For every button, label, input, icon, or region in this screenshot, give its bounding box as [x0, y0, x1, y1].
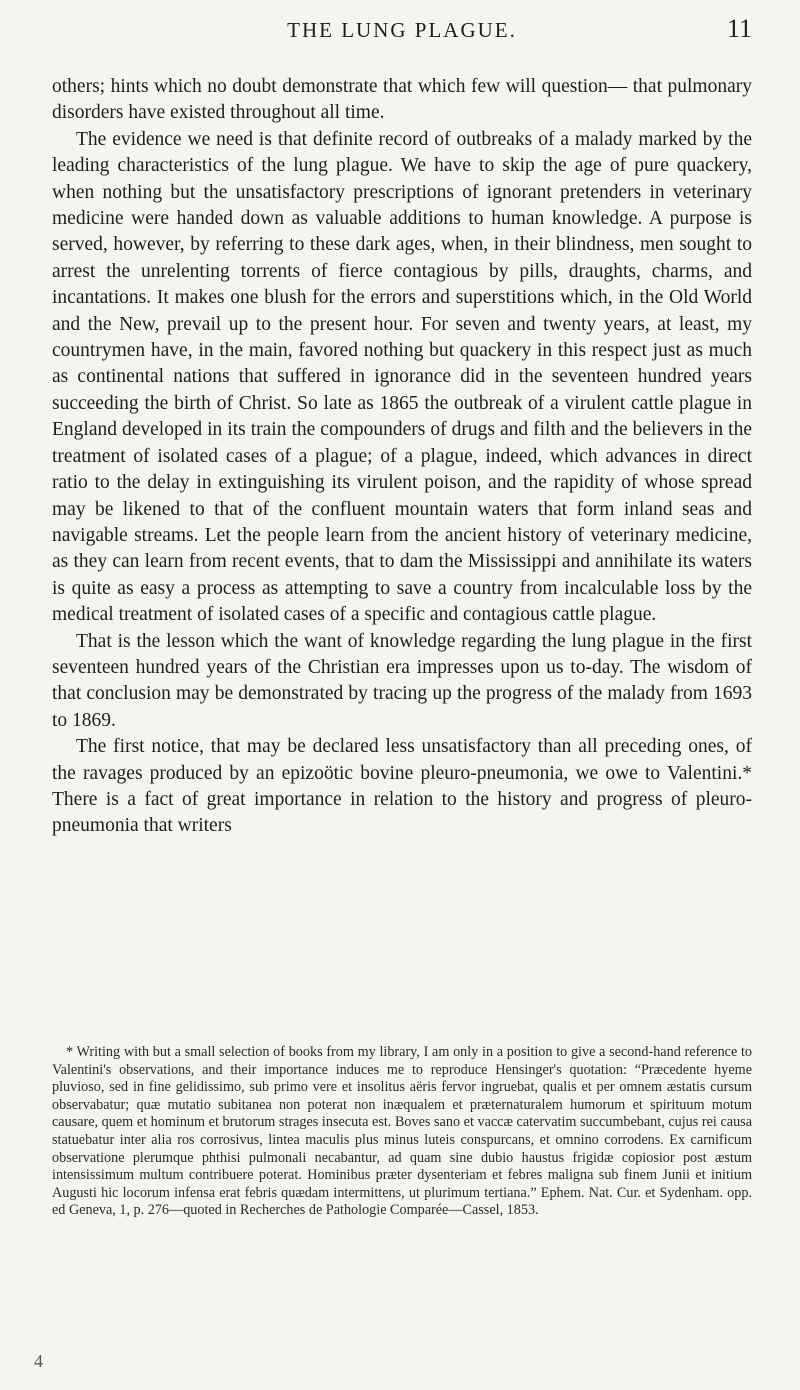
margin-mark: 4: [34, 1351, 43, 1371]
running-title: THE LUNG PLAGUE.: [287, 18, 517, 42]
footnote-text: * Writing with but a small selection of books from my library, I am only in a position to give a second-hand reference to Valentini's observations, and their importance induces me to reproduce Hensinger's quotation: “Præcedente hyeme pluvioso, sed in fine gelidissimo, sub primo vere et insolitus aëris fervor ingruebat, qualis et per omnem æstatis cursum observabatur; quæ mutatio subitanea non poterat non inæqualem et præternaturalem humorum et spirituum motum causare, quem et hominum et brutorum strages insecuta est. Boves sano et vaccæ catervatim succumbebant, cujus rei causa statuebatur inter alia ros corrosivus, lintea maculis plus minus luteis conspurcans, et omnino corrodens. Ex carnificum observatione plerumque phthisi pulmonali necabantur, ad quam sine dubio haustus frigidæ copiosior post æstum intensissimum multum contribuere poterat. Hominibus præter dysenteriam et febres maligna sub finem Junii et initium Augusti hic locorum infensa erat febris quædam intermittens, ut plurimum tertiana.” Ephem. Nat. Cur. et Sydenham. opp. ed Geneva, 1, p. 276—quoted in Recherches de Pathologie Comparée—Cassel, 1853.: [52, 1044, 752, 1219]
paragraph: The evidence we need is that definite record of outbreaks of a malady marked by the leading characteristics of the lung plague. We have to skip the age of pure quackery, when nothing but the unsatisfactory prescriptions of ignorant pretenders in veterinary medicine were handed down as valuable additions to human knowledge. A purpose is served, however, by referring to these dark ages, when, in their blindness, men sought to arrest the unrelenting torrents of fierce contagious by pills, draughts, charms, and incantations. It makes one blush for the errors and superstitions which, in the Old World and the New, prevail up to the present hour. For seven and twenty years, at least, my countrymen have, in the main, favored nothing but quackery in this respect just as much as continental nations that suffered in ignorance did in the seventeen hundred years succeeding the birth of Christ. So late as 1865 the outbreak of a virulent cattle plague in England developed in its train the compounders of drugs and filth and the believers in the treatment of isolated cases of a plague; of a plague, indeed, which advances in direct ratio to the delay in extinguishing its virulent poison, and the rapidity of whose spread may be likened to that of the confluent mountain waters that form inland seas and navigable streams. Let the people learn from the ancient history of veterinary medicine, as they can learn from recent events, that to dam the Mississippi and annihilate its waters is quite as easy a process as attempting to save a country from incalculable loss by the medical treatment of isolated cases of a specific and contagious cattle plague.: [52, 128, 752, 626]
paragraph: The first notice, that may be declared less unsatisfactory than all preceding ones, of the ravages produced by an epizoötic bovine pleuro-pneumonia, we owe to Valentini.* There is a fact of great importance in relation to the history and progress of pleuro-pneumonia that writers: [52, 736, 752, 837]
body-text: [52, 74, 752, 840]
footnote: [52, 1044, 752, 1220]
paragraph: That is the lesson which the want of knowledge regarding the lung plague in the first seventeen hundred years of the Christian era impresses upon us to-day. The wisdom of that conclusion may be demonstrated by tracing up the progress of the malady from 1693 to 1869.: [52, 630, 752, 731]
page-header: [52, 12, 752, 52]
page-number: 11: [726, 14, 752, 43]
paragraph: others; hints which no doubt demonstrate that which few will question— that pulmonary disorders have existed throughout all time.: [52, 76, 752, 124]
